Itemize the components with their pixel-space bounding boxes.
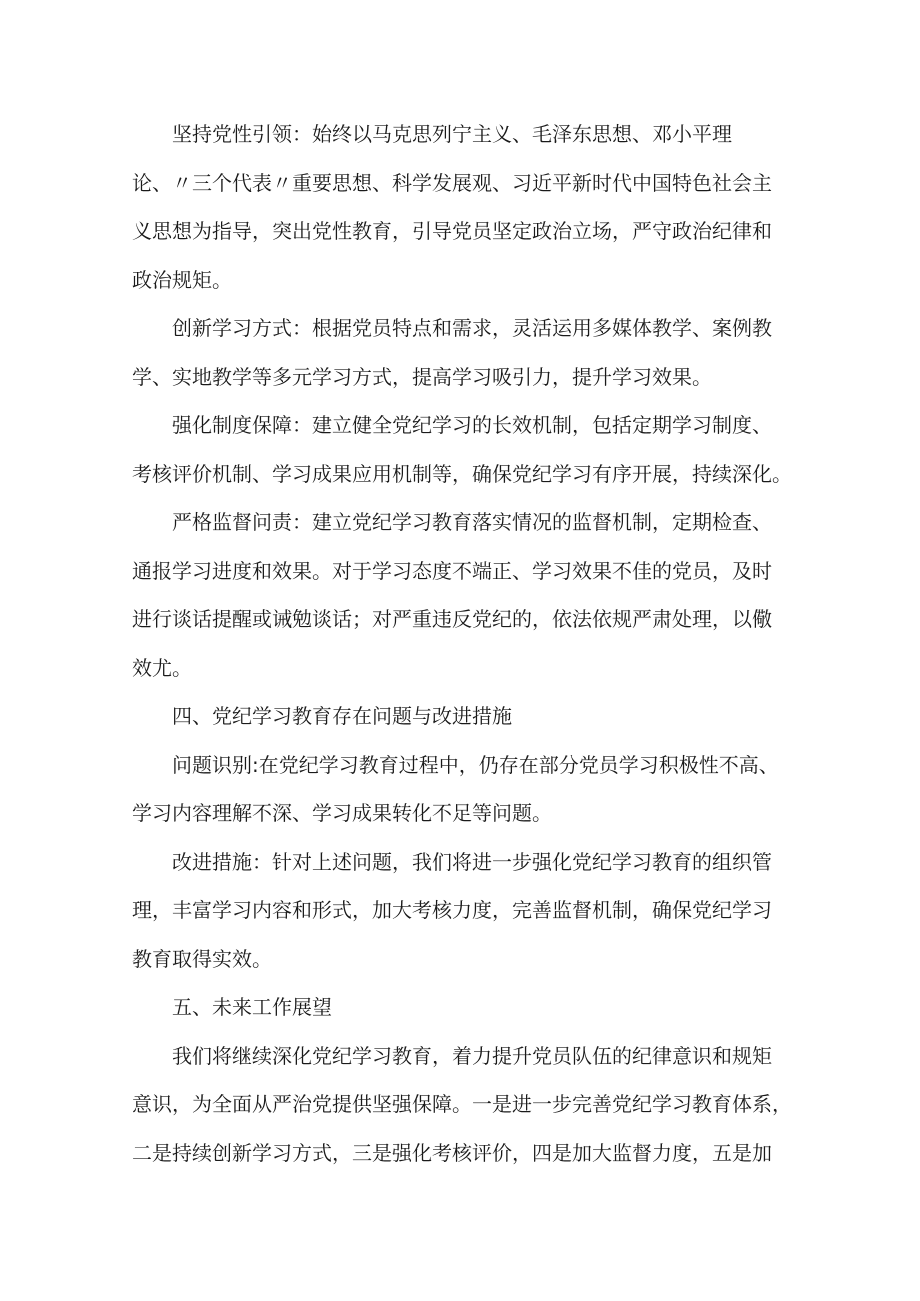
text-line: 通报学习进度和效果。对于学习态度不端正、学习效果不佳的党员，及时 [132,558,772,583]
text-line: 教育取得实效。 [132,946,272,971]
text-line: 坚持党性引领：始终以马克思列宁主义、毛泽东思想、邓小平理 [172,122,732,146]
text-line: 考核评价机制、学习成果应用机制等，确保党纪学习有序开展，持续深化。 [132,461,792,486]
section-heading: 四、党纪学习教育存在问题与改进措施 [172,704,512,728]
text-line: 义思想为指导，突出党性教育，引导党员坚定政治立场，严守政治纪律和 [132,219,772,243]
text-line: 论、〃三个代表〃重要思想、科学发展观、习近平新时代中国特色社会主 [132,170,772,195]
document-body [132,110,792,1177]
text-line: 改进措施：针对上述问题，我们将进一步强化党纪学习教育的组织管 [172,849,772,874]
text-line: 学习内容理解不深、学习成果转化不足等问题。 [132,801,552,825]
text-line: 二是持续创新学习方式，三是强化考核评价，四是加大监督力度，五是加 [132,1140,772,1165]
text-line: 我们将继续深化党纪学习教育，着力提升党员队伍的纪律意识和规矩 [172,1043,772,1068]
text-line: 学、实地教学等多元学习方式，提高学习吸引力，提升学习效果。 [132,364,712,389]
text-line: 问题识别:在党纪学习教育过程中，仍存在部分党员学习积极性不高、 [172,752,779,777]
text-line: 效尤。 [132,655,192,680]
text-line: 政治规矩。 [132,267,232,292]
text-line: 意识，为全面从严治党提供坚强保障。一是进一步完善党纪学习教育体系， [132,1092,792,1116]
section-heading: 五、未来工作展望 [172,995,332,1019]
text-line: 理，丰富学习内容和形式，加大考核力度，完善监督机制，确保党纪学习 [132,898,772,922]
text-line: 创新学习方式：根据党员特点和需求，灵活运用多媒体教学、案例教 [172,316,772,340]
text-line: 进行谈话提醒或诫勉谈话；对严重违反党纪的，依法依规严肃处理，以儆 [132,607,772,631]
text-line: 严格监督问责：建立党纪学习教育落实情况的监督机制，定期检查、 [172,510,772,534]
text-line: 强化制度保障：建立健全党纪学习的长效机制，包括定期学习制度、 [172,413,772,437]
